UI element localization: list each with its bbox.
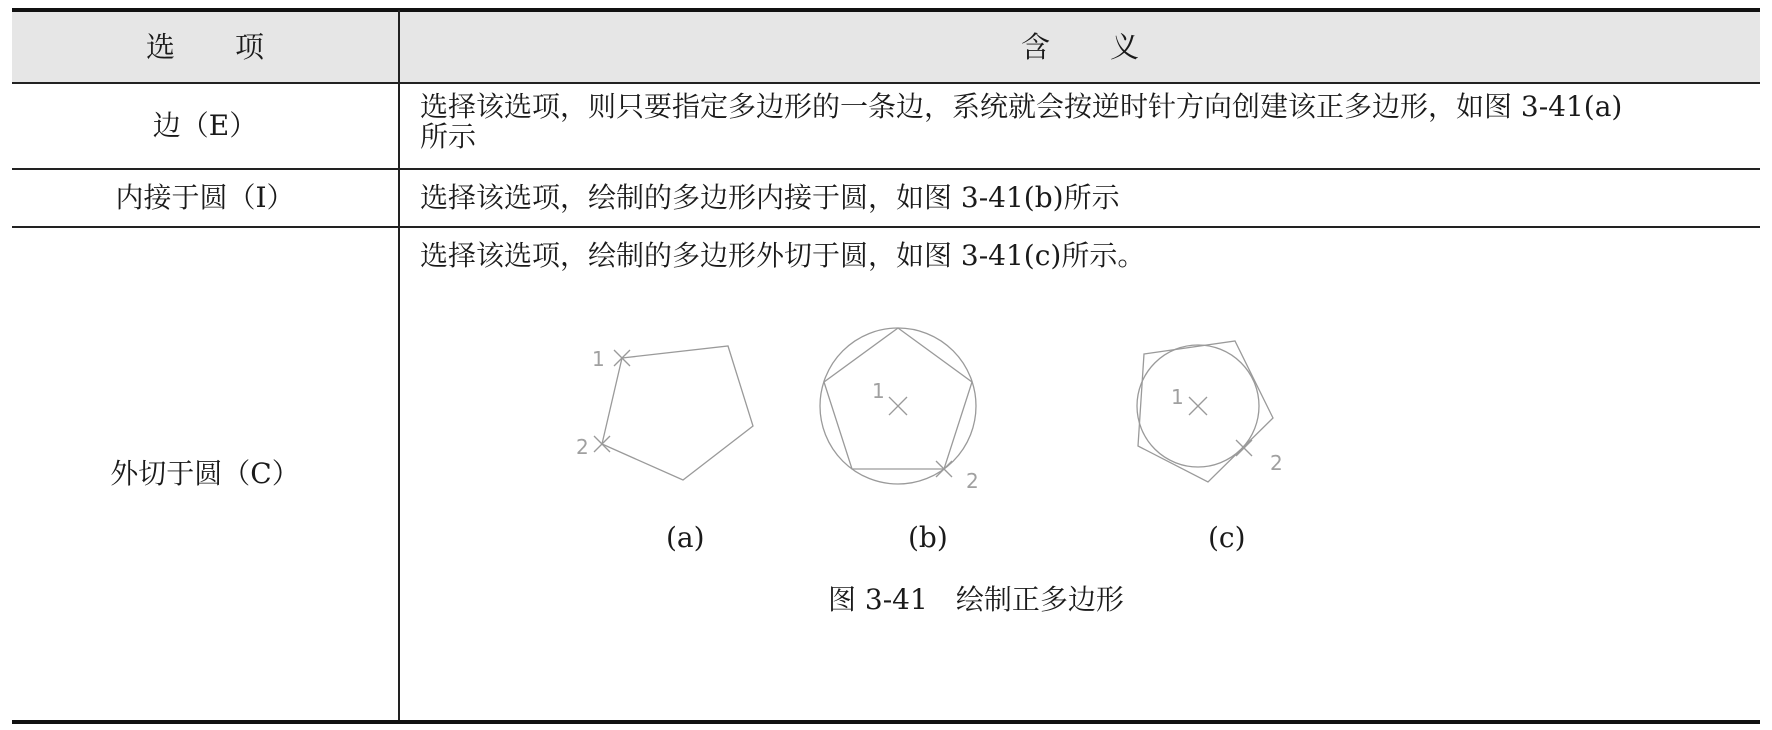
pentagon-a [602,346,753,480]
row-edge-meaning [420,89,1750,155]
figure-label-c: (c) [1208,521,1246,554]
row-circumscribed-meaning: 选择该选项，绘制的多边形外切于圆，如图 3-41(c)所示。 [420,239,1146,272]
figure-3-41 [400,308,1760,638]
figure-label-a: (a) [666,521,705,554]
row-edge-option: 边（E） [152,109,258,142]
header-option-char2: 项 [235,30,265,64]
figure-caption-number: 图 3-41 [828,583,928,616]
row-inscribed-option: 内接于圆（I） [115,181,295,214]
point-label-b1: 1 [872,379,885,403]
header-meaning-char2: 义 [1110,30,1140,64]
row-inscribed-meaning: 选择该选项，绘制的多边形内接于圆，如图 3-41(b)所示 [420,181,1120,214]
column-divider [398,10,400,722]
row-circumscribed-option: 外切于圆（C） [110,457,300,490]
header-option [12,12,398,82]
point-label-a2: 2 [576,435,589,459]
header-meaning-char1: 含 [1020,30,1050,64]
figure-caption [828,584,1124,616]
pentagon-b [824,328,972,469]
point-label-a1: 1 [592,347,605,371]
point-label-b2: 2 [966,469,979,493]
figure-label-b: (b) [908,521,948,554]
table-bottom-rule [12,720,1760,724]
point-label-c1: 1 [1171,385,1184,409]
header-meaning [400,12,1760,82]
point-label-c2: 2 [1270,451,1283,475]
figure-caption-text: 绘制正多边形 [955,583,1124,616]
row-edge-meaning-line2: 所示 [420,120,477,153]
header-option-char1: 选 [145,30,175,64]
pentagon-c [1138,341,1273,482]
row-edge-meaning-line1: 选择该选项，则只要指定多边形的一条边，系统就会按逆时针方向创建该正多边形，如图 3-41(a) [420,90,1623,123]
